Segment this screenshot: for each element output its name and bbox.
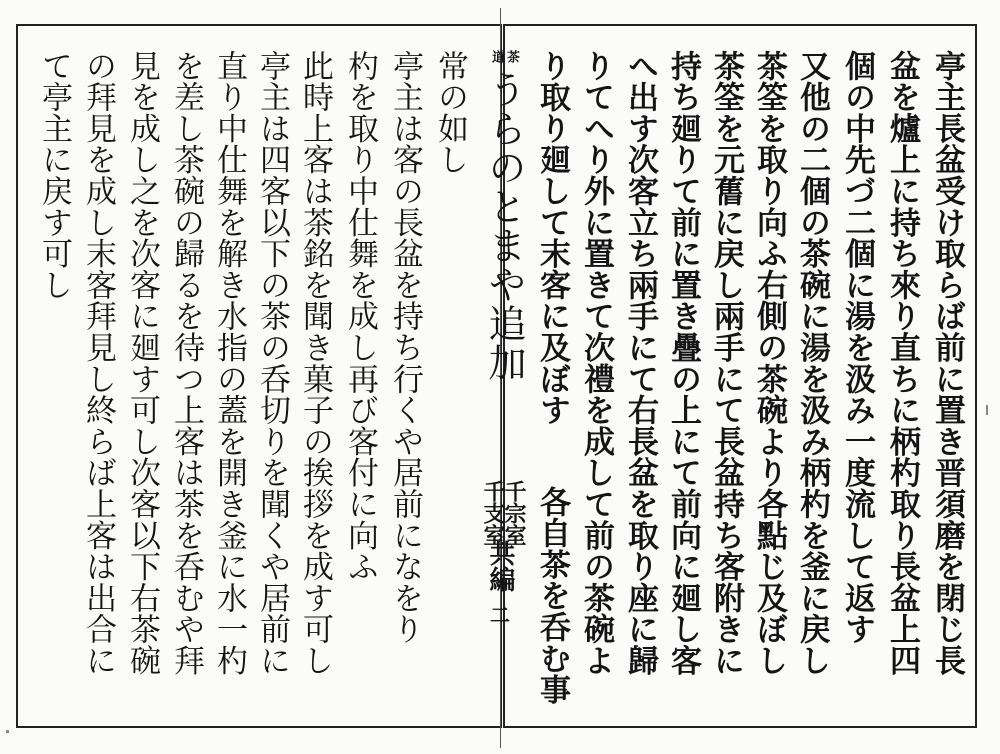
left-page-column: 直り中仕舞を解き水指の蓋を開き釜に水一杓 <box>211 50 247 676</box>
right-page-column: へ出す次客立ち兩手にて右長盆を取り座に歸 <box>622 50 658 676</box>
left-page-column: の拜見を成し末客拜見し終らば上客は出合に <box>80 50 116 676</box>
editor-credit: 共編 <box>485 540 515 592</box>
left-page-column: 亭主は四客以下の茶の呑切りを聞くや居前に <box>254 50 290 676</box>
scan-speck <box>6 730 9 733</box>
right-page-column: 又他の二個の茶碗に湯を汲み柄杓を釜に戻し <box>794 50 830 676</box>
right-page-column: 茶筌を元𦾔に戻し兩手にて長盆持ち客附きに <box>708 50 744 676</box>
right-page-column: り取り廻して末客に及ぼす <box>534 50 570 426</box>
right-page-column: 亭主長盆受け取らば前に置き晋須磨を閉じ長 <box>929 50 965 676</box>
left-page-column: を差し茶碗の歸るを待つ上客は茶を呑むや拜 <box>168 50 204 676</box>
header-tag: 茶 <box>504 50 519 63</box>
left-page-column: 杓を取り中仕舞を成し再び客付に向ふ <box>342 50 378 583</box>
scan-speck <box>986 405 988 415</box>
right-page-column: 茶筌を取り向ふ右側の茶碗より各點じ及ぼし <box>751 50 787 676</box>
right-page-column: りてへり外に置きて次禮を成して前の茶碗よ <box>578 50 614 676</box>
left-page-column: 見を成し之を次客に廻す可し次客以下右茶碗 <box>124 50 160 676</box>
left-page-column: 常の如し <box>432 50 468 176</box>
right-page-column: 各自茶を呑む事 <box>534 486 570 706</box>
editor-name: 千宗室 <box>501 480 527 546</box>
left-page-column: 亭主は客の長盆を持ち行くや居前になをり <box>387 50 423 645</box>
right-page-column: 持ち廻りて前に置き疊の上にて前向に廻し客 <box>665 50 701 676</box>
left-page-column: 此時上客は茶銘を聞き菓子の挨拶を成す可し <box>297 50 333 676</box>
editor-name: 千支室 <box>480 480 506 546</box>
page-number: 二 <box>490 602 510 627</box>
right-page-column: 個の中先づ二個に湯を汲み一度流して返す <box>839 50 875 645</box>
book-title: うらのとまや追加 <box>482 70 526 382</box>
header-tag: 道 <box>489 50 504 63</box>
right-page-column: 盆を爐上に持ち來り直ちに柄杓取り長盆上四 <box>884 50 920 676</box>
left-page-column: て亭主に戻す可し <box>36 50 72 301</box>
